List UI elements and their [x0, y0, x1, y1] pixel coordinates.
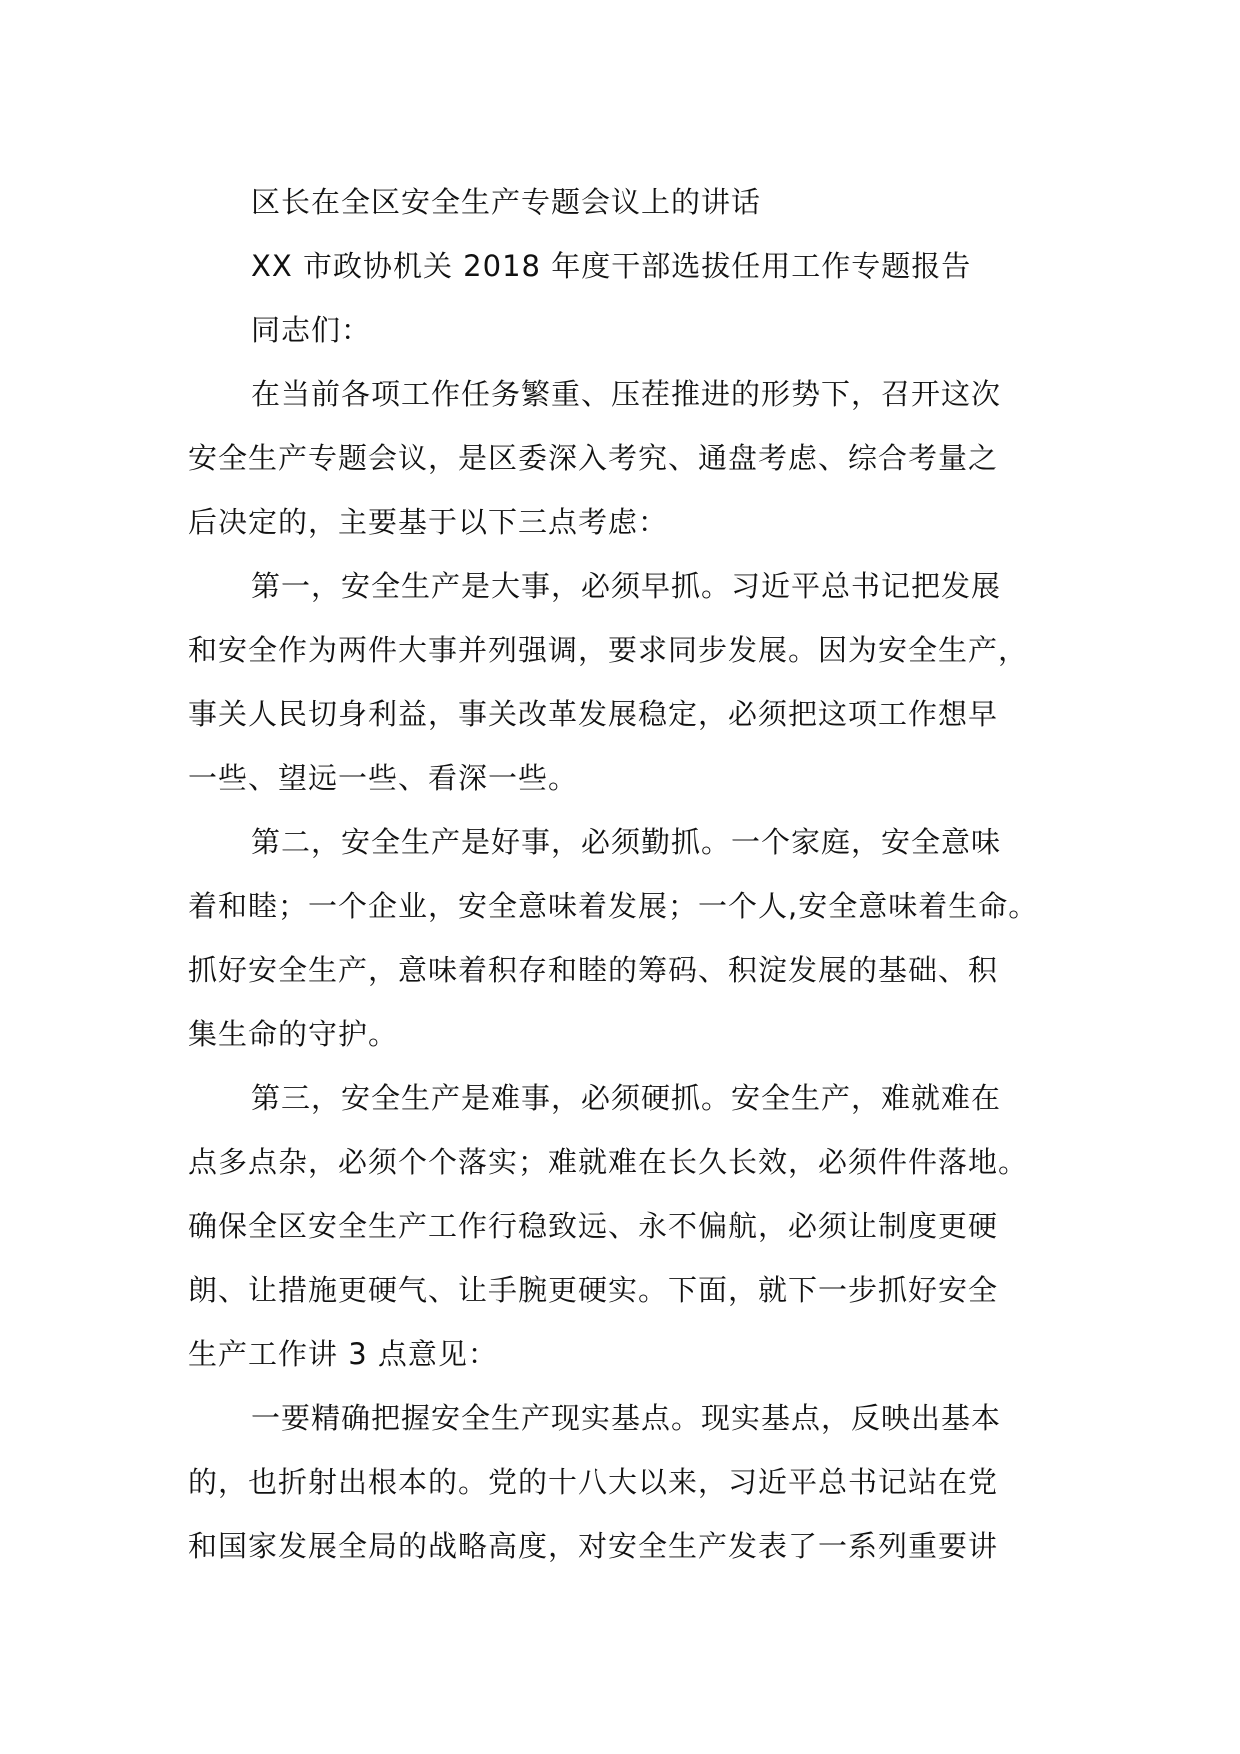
text-line: 第三，安全生产是难事，必须硬抓。安全生产，难就难在 [251, 1081, 1002, 1115]
speech-title: 区长在全区安全生产专题会议上的讲话 [251, 185, 762, 219]
text-line: 安全生产专题会议，是区委深入考究、通盘考虑、综合考量之 [188, 441, 999, 475]
text-line: 生产工作讲 3 点意见： [188, 1337, 498, 1371]
salutation: 同志们： [251, 313, 372, 347]
text-line: 第一，安全生产是大事，必须早抓。习近平总书记把发展 [251, 569, 1002, 603]
text-line: 确保全区安全生产工作行稳致远、永不偏航，必须让制度更硬 [188, 1209, 999, 1243]
text-line: 集生命的守护。 [188, 1017, 399, 1051]
text-line: 点多点杂，必须个个落实；难就难在长久长效，必须件件落地。 [188, 1145, 1029, 1179]
text-line: 的，也折射出根本的。党的十八大以来，习近平总书记站在党 [188, 1465, 999, 1499]
text-line: 一些、望远一些、看深一些。 [188, 761, 579, 795]
document-body [188, 170, 1068, 1578]
text-line: 事关人民切身利益，事关改革发展稳定，必须把这项工作想早 [188, 697, 999, 731]
text-line: 抓好安全生产，意味着积存和睦的筹码、积淀发展的基础、积 [188, 953, 999, 987]
text-line: 一要精确把握安全生产现实基点。现实基点，反映出基本 [251, 1401, 1002, 1435]
text-line: 着和睦；一个企业，安全意味着发展；一个人,安全意味着生命。 [188, 889, 1039, 923]
report-title: XX 市政协机关 2018 年度干部选拔任用工作专题报告 [251, 249, 972, 283]
text-line: 和安全作为两件大事并列强调，要求同步发展。因为安全生产， [188, 633, 1029, 667]
text-line: 朗、让措施更硬气、让手腕更硬实。下面，就下一步抓好安全 [188, 1273, 999, 1307]
text-line: 在当前各项工作任务繁重、压茬推进的形势下，召开这次 [251, 377, 1002, 411]
text-line: 第二，安全生产是好事，必须勤抓。一个家庭，安全意味 [251, 825, 1002, 859]
text-line: 后决定的，主要基于以下三点考虑： [188, 505, 669, 539]
text-line: 和国家发展全局的战略高度，对安全生产发表了一系列重要讲 [188, 1529, 999, 1563]
